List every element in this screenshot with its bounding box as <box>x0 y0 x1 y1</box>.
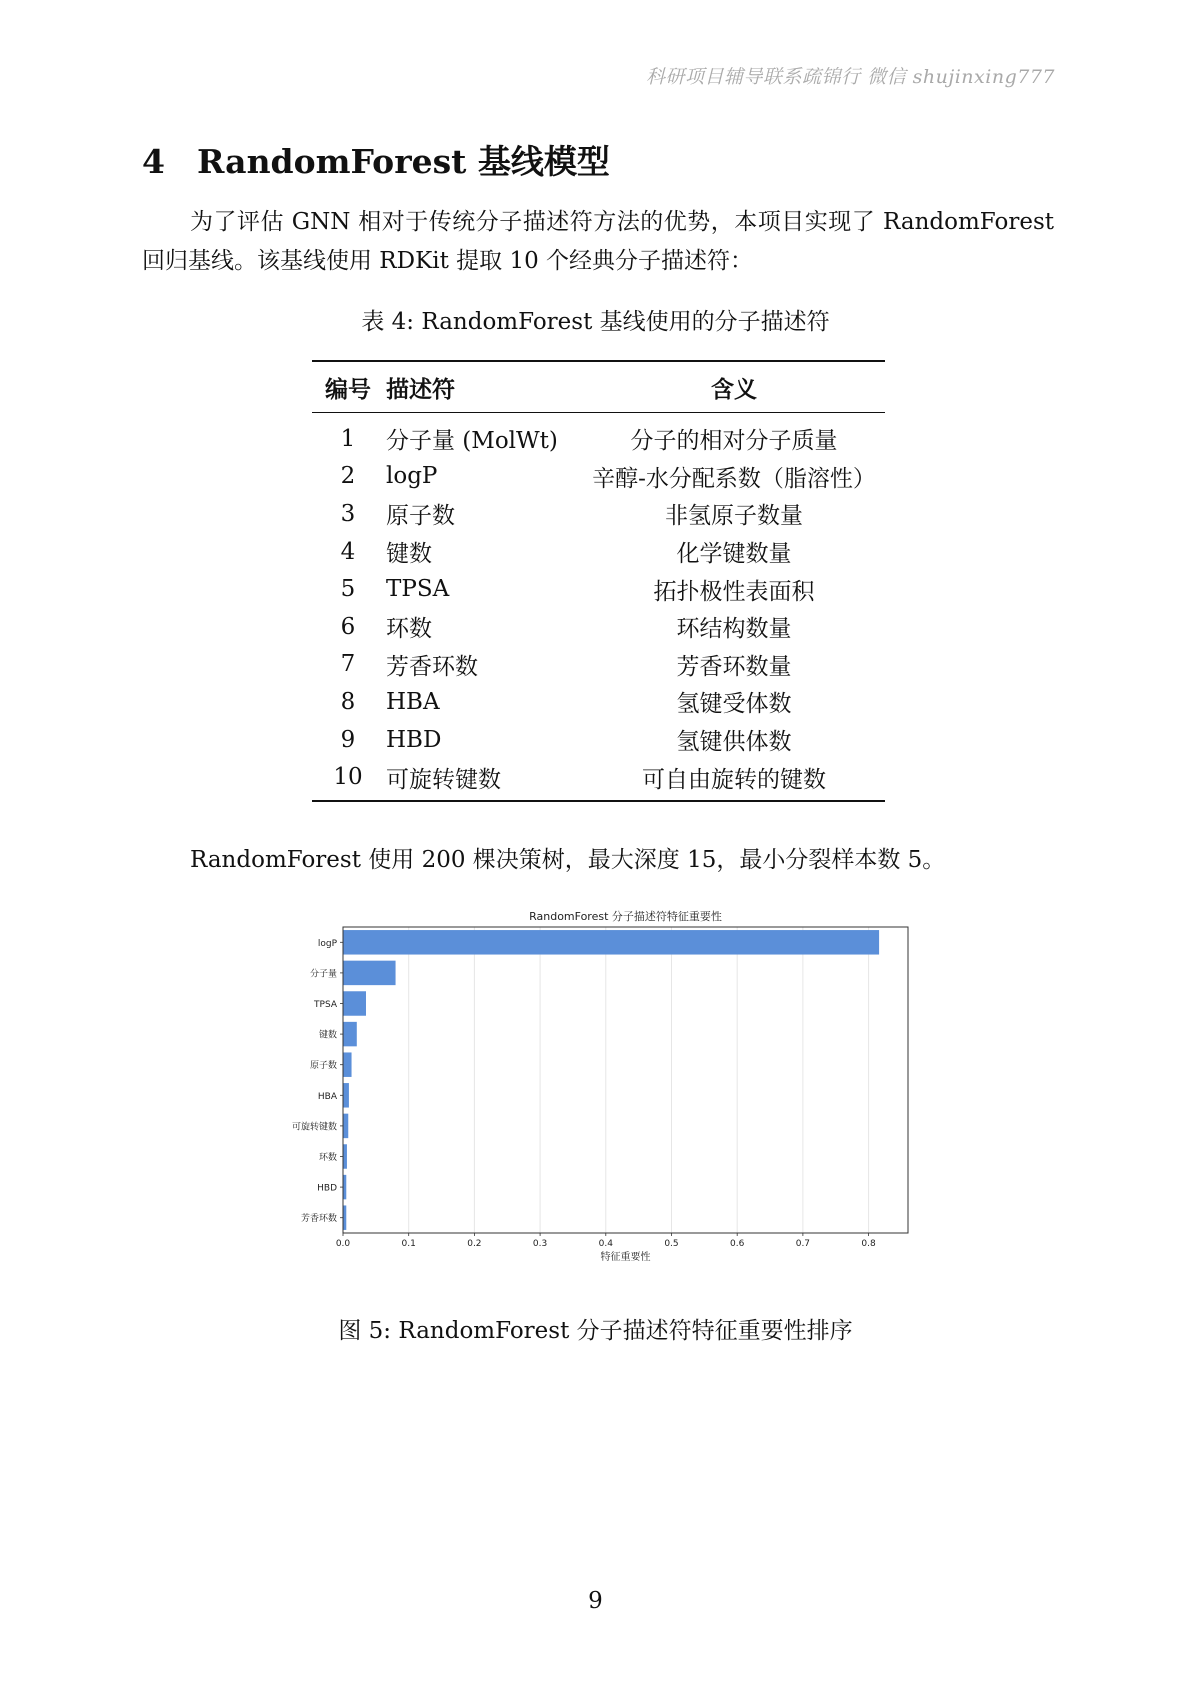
cell-id: 6 <box>340 613 356 640</box>
y-tick-label: 环数 <box>318 1153 337 1163</box>
cell-id: 10 <box>333 764 363 791</box>
section-heading <box>142 136 610 183</box>
cell-id: 9 <box>340 726 356 753</box>
cell-id: 8 <box>340 688 356 715</box>
chart-svg <box>272 900 920 1282</box>
cell-id: 3 <box>340 500 356 527</box>
y-tick-label: 键数 <box>318 1030 337 1041</box>
cell-descriptor: 可旋转键数 <box>386 766 501 793</box>
header-id: 编号 <box>325 375 371 403</box>
table-row <box>312 495 885 533</box>
table-row <box>312 758 885 796</box>
x-axis-label: 特征重要性 <box>600 1252 651 1263</box>
table-row <box>312 570 885 608</box>
feature-importance-chart <box>272 900 920 1286</box>
x-tick-label: 0.0 <box>335 1239 351 1249</box>
cell-meaning: 环结构数量 <box>676 616 792 643</box>
cell-meaning: 非氢原子数量 <box>665 503 803 530</box>
cell-descriptor: 分子量 (MolWt) <box>386 428 558 455</box>
cell-meaning: 分子的相对分子质量 <box>630 428 838 455</box>
cell-id: 7 <box>340 651 356 678</box>
bar <box>343 1114 348 1138</box>
cell-meaning: 氢键受体数 <box>676 691 792 718</box>
x-tick-label: 0.6 <box>730 1239 745 1249</box>
bar <box>343 1052 352 1076</box>
bar <box>343 1144 347 1168</box>
table-body <box>312 413 885 800</box>
table-row <box>312 646 885 684</box>
section-number: 4 <box>142 142 165 181</box>
cell-id: 5 <box>340 576 356 603</box>
y-tick-label: 芳香环数 <box>300 1214 337 1225</box>
y-tick-label: HBD <box>317 1183 337 1194</box>
descriptor-table <box>312 360 885 802</box>
figure-caption: 图 5: RandomForest 分子描述符特征重要性排序 <box>338 1318 853 1344</box>
bar <box>343 961 396 985</box>
section-title: RandomForest 基线模型 <box>197 142 610 181</box>
table-header-row <box>312 362 885 413</box>
bar <box>343 1083 349 1107</box>
cell-descriptor: 键数 <box>386 541 432 568</box>
intro-paragraph: 为了评估 GNN 相对于传统分子描述符方法的优势，本项目实现了 RandomForest 回归基线。该基线使用 RDKit 提取 10 个经典分子描述符： <box>142 209 1054 274</box>
bar <box>343 991 366 1015</box>
cell-descriptor: HBD <box>386 726 442 753</box>
cell-id: 4 <box>340 538 356 565</box>
params-paragraph: RandomForest 使用 200 棵决策树，最大深度 15，最小分裂样本数 5。 <box>190 847 946 873</box>
y-tick-label: 原子数 <box>309 1061 337 1072</box>
cell-id: 1 <box>340 425 356 452</box>
cell-descriptor: 环数 <box>386 616 432 643</box>
cell-id: 2 <box>340 463 356 490</box>
plot-frame <box>343 927 908 1233</box>
cell-meaning: 氢键供体数 <box>676 729 792 756</box>
table-row <box>312 608 885 646</box>
table-row <box>312 683 885 721</box>
y-tick-label: 分子量 <box>309 969 337 980</box>
x-tick-label: 0.8 <box>861 1239 876 1249</box>
y-tick-label: TPSA <box>314 1000 337 1010</box>
y-tick-label: HBA <box>317 1091 337 1102</box>
x-tick-label: 0.7 <box>795 1239 811 1249</box>
chart-title: RandomForest 分子描述符特征重要性 <box>529 910 722 923</box>
table-row <box>312 420 885 458</box>
y-tick-label: logP <box>317 938 337 949</box>
page-number: 9 <box>588 1588 603 1614</box>
cell-meaning: 芳香环数量 <box>676 653 792 680</box>
page-header: 科研项目辅导联系疏锦行 微信 shujinxing777 <box>646 66 1055 88</box>
header-meaning: 含义 <box>711 375 757 403</box>
cell-descriptor: 原子数 <box>386 503 455 530</box>
table-row <box>312 458 885 496</box>
x-tick-label: 0.3 <box>532 1239 548 1249</box>
cell-descriptor: logP <box>386 463 438 490</box>
y-tick-label: 可旋转键数 <box>291 1122 337 1133</box>
x-tick-label: 0.4 <box>598 1239 613 1249</box>
x-tick-label: 0.5 <box>664 1239 679 1249</box>
cell-meaning: 可自由旋转的键数 <box>642 766 826 793</box>
x-tick-label: 0.1 <box>401 1239 416 1249</box>
bar <box>343 930 879 954</box>
table-caption: 表 4: RandomForest 基线使用的分子描述符 <box>361 309 830 335</box>
cell-descriptor: TPSA <box>386 576 450 603</box>
cell-meaning: 拓扑极性表面积 <box>653 578 815 605</box>
x-tick-label: 0.2 <box>467 1239 482 1249</box>
bar <box>343 1022 357 1046</box>
cell-descriptor: HBA <box>386 688 440 715</box>
cell-meaning: 化学键数量 <box>676 541 792 568</box>
table-row <box>312 721 885 759</box>
cell-descriptor: 芳香环数 <box>386 653 478 680</box>
header-descriptor: 描述符 <box>386 375 455 403</box>
table-row <box>312 533 885 571</box>
cell-meaning: 辛醇-水分配系数（脂溶性） <box>592 465 876 492</box>
